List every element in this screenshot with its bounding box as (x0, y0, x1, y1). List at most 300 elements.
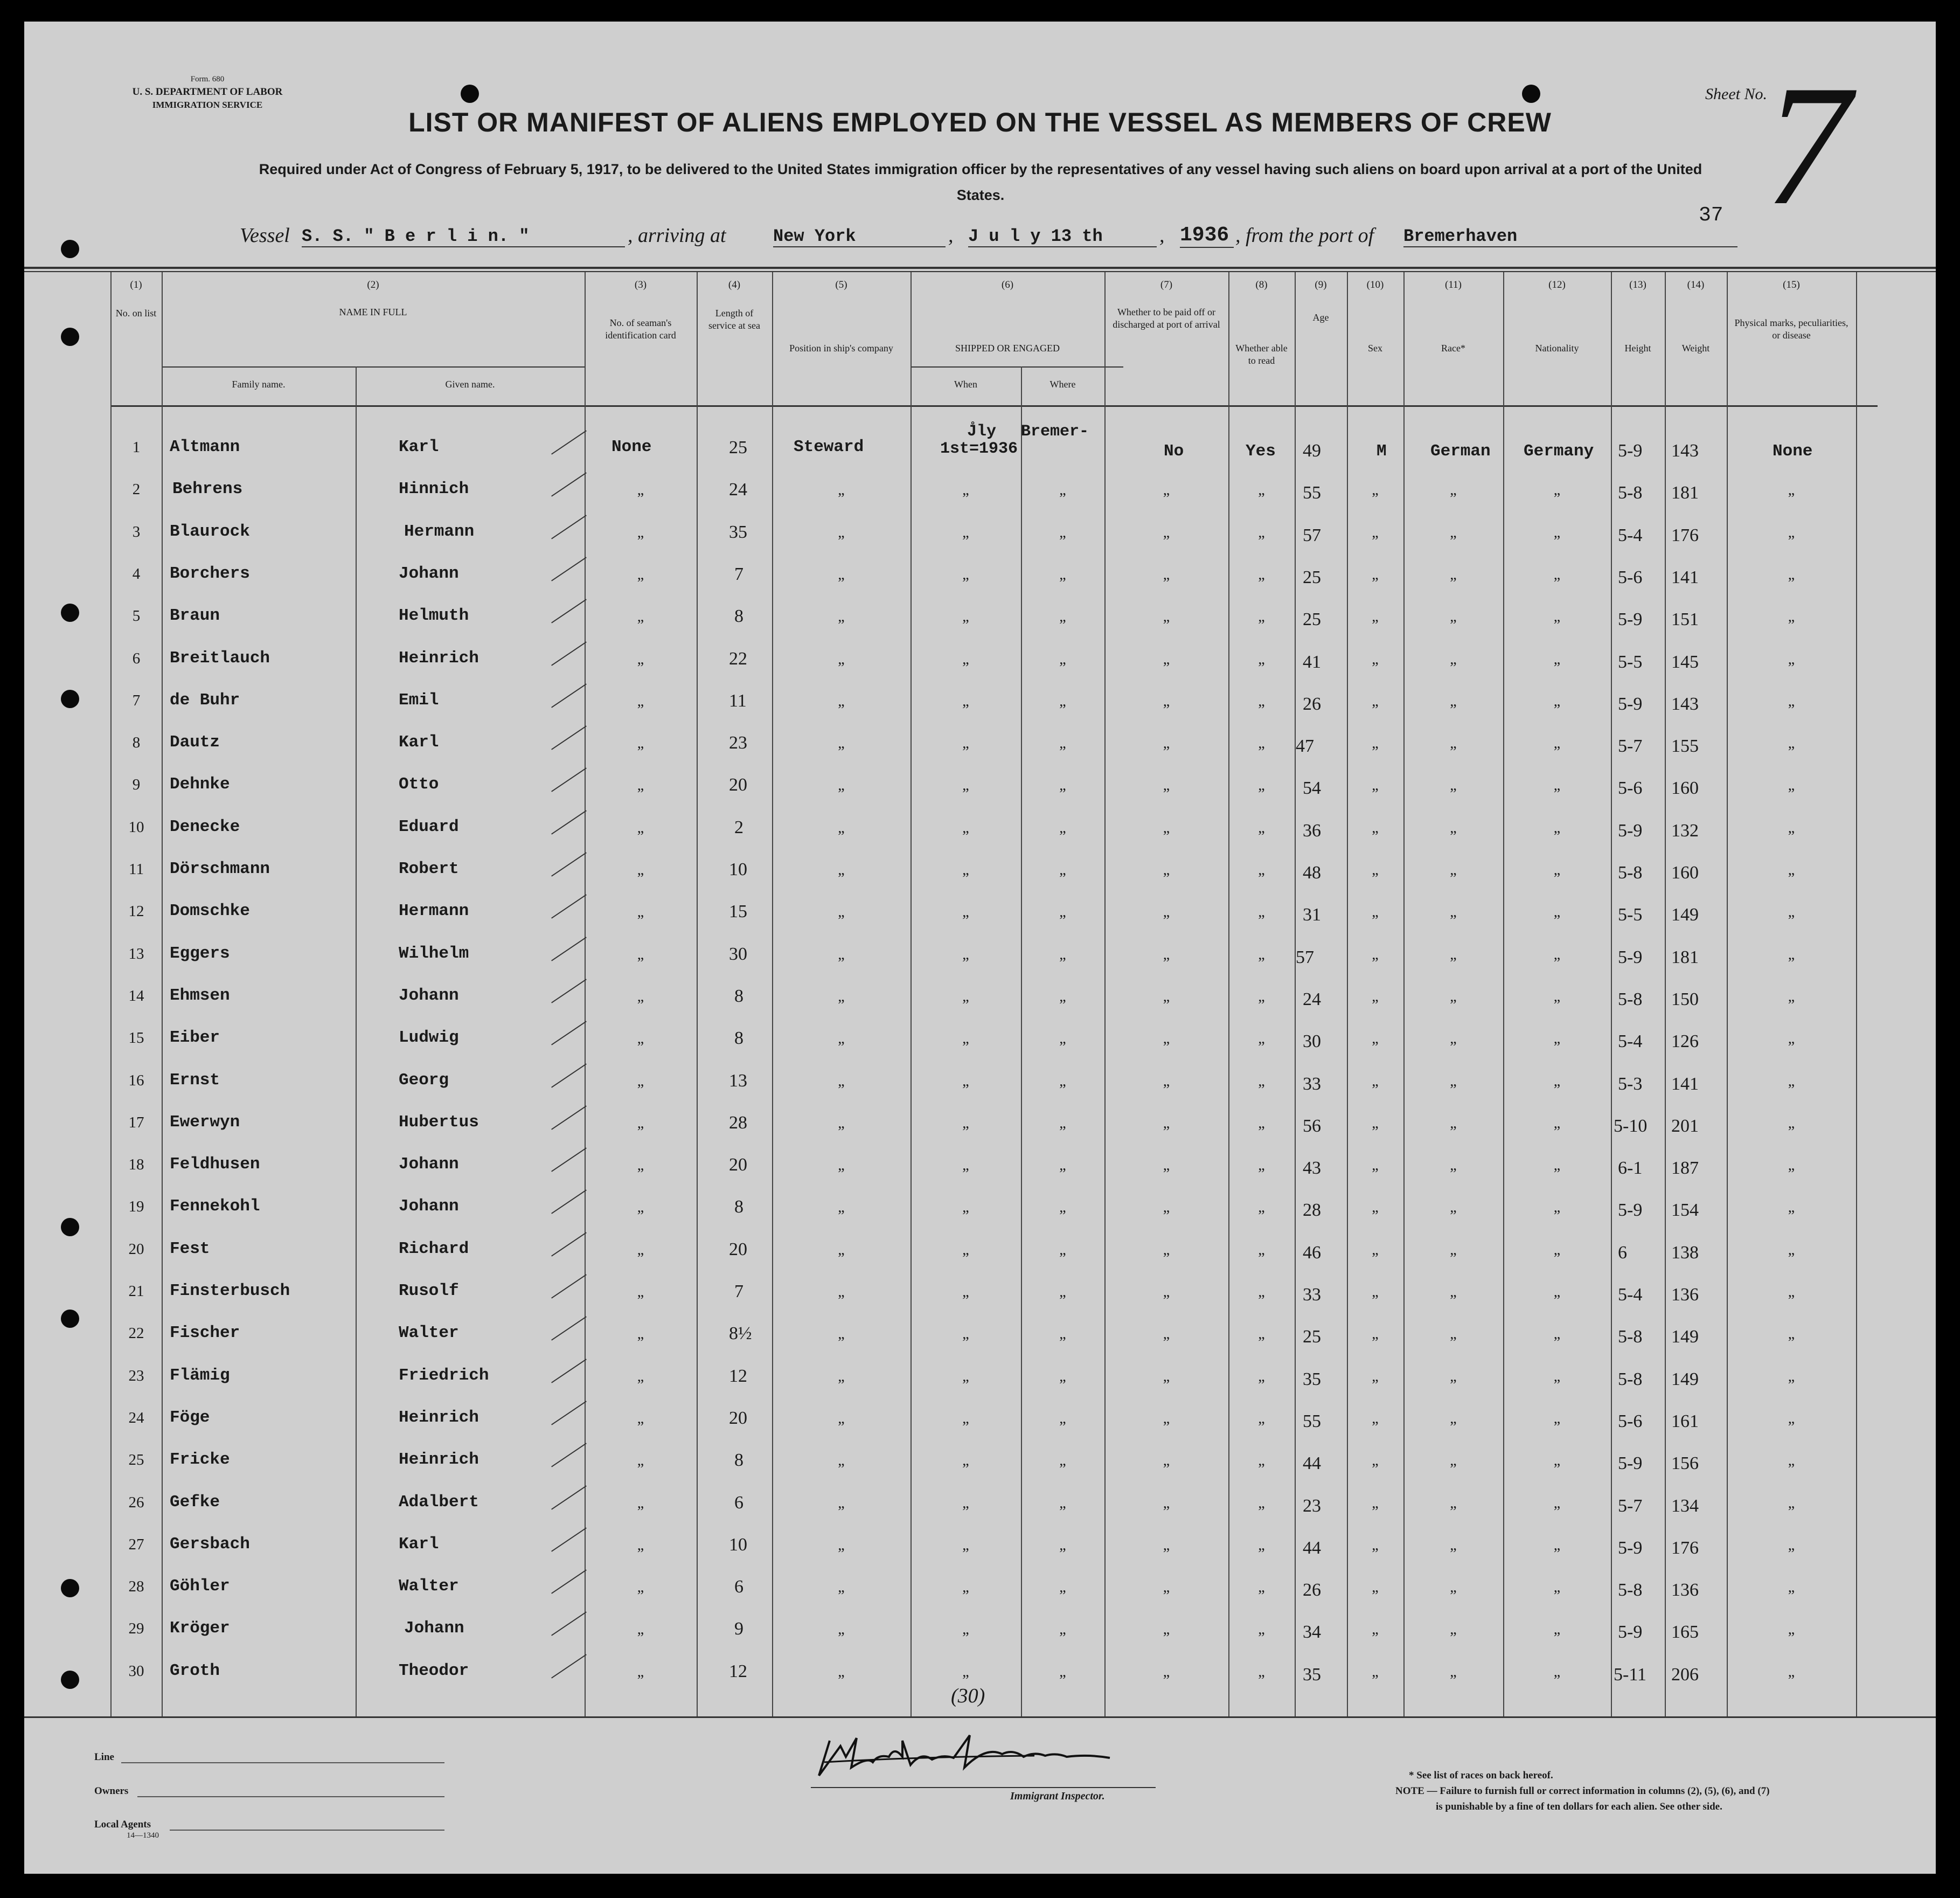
position-ditto: „ (838, 1621, 845, 1638)
row-number: 8 (132, 734, 141, 751)
row-number: 26 (128, 1494, 144, 1511)
nationality-ditto: „ (1553, 862, 1561, 878)
read-ditto: „ (1258, 1157, 1265, 1174)
punch-hole (61, 1310, 79, 1328)
race-ditto: „ (1450, 777, 1457, 794)
race-ditto: „ (1450, 1326, 1457, 1342)
paid-off-ditto: „ (1163, 988, 1170, 1005)
service-length: 9 (734, 1619, 743, 1639)
check-mark (551, 1359, 587, 1383)
sex-ditto: „ (1372, 862, 1379, 878)
family-name: Behrens (172, 480, 243, 498)
nationality-ditto: „ (1553, 1452, 1561, 1469)
row-number: 13 (128, 945, 144, 962)
age: 49 (1303, 441, 1321, 461)
row-number: 20 (128, 1241, 144, 1258)
where-ditto: „ (1059, 524, 1066, 541)
family-name: Ehmsen (170, 986, 230, 1005)
column-rule (697, 272, 698, 1716)
age: 33 (1303, 1074, 1321, 1094)
when-ditto: „ (962, 651, 969, 668)
family-name: Eggers (170, 944, 230, 963)
column-header: Race* (1441, 343, 1465, 354)
page-title: LIST OR MANIFEST OF ALIENS EMPLOYED ON THE VESSEL AS MEMBERS OF CREW (408, 107, 1552, 137)
service-length: 28 (729, 1113, 747, 1133)
where-ditto: „ (1059, 1495, 1066, 1512)
family-name: Feldhusen (170, 1155, 260, 1174)
given-name: Adalbert (399, 1493, 479, 1512)
column-header: Whether to be paid off or discharged at port of arrival (1113, 307, 1220, 330)
column-number: (8) (1255, 279, 1268, 290)
column-header: SHIPPED OR ENGAGED (955, 343, 1060, 354)
column-subheader: Family name. (232, 379, 286, 390)
nationality-ditto: „ (1553, 482, 1561, 498)
height: 5-6 (1618, 1411, 1643, 1431)
age: 43 (1303, 1158, 1321, 1178)
vessel-label: Vessel (240, 224, 290, 247)
service-length: 8 (734, 1450, 743, 1470)
sex-ditto: „ (1372, 1495, 1379, 1512)
column-number: (7) (1160, 279, 1173, 290)
sex-ditto: „ (1372, 693, 1379, 710)
race: German (1430, 442, 1491, 461)
row-number: 10 (128, 819, 144, 836)
column-header: Sex (1368, 343, 1382, 354)
paid-off-ditto: „ (1163, 1537, 1170, 1554)
height: 5-9 (1618, 1453, 1643, 1473)
position-ditto: „ (838, 1242, 845, 1258)
physical-marks-ditto: „ (1788, 1326, 1795, 1342)
paid-off-ditto: „ (1163, 1664, 1170, 1680)
port-of-label: , from the port of (1235, 224, 1374, 247)
check-mark (551, 894, 587, 918)
sheet-annotation: 37 (1699, 204, 1723, 227)
nationality-ditto: „ (1553, 820, 1561, 836)
given-name: Ludwig (399, 1028, 459, 1047)
punch-hole (1522, 85, 1540, 103)
weight: 145 (1671, 652, 1699, 672)
column-subheader: When (954, 379, 977, 390)
when-ditto: „ (962, 1410, 969, 1427)
paid-off-ditto: „ (1163, 566, 1170, 583)
weight: 156 (1671, 1453, 1699, 1473)
id-card-ditto: „ (637, 608, 644, 625)
check-mark (551, 1485, 587, 1509)
nationality-ditto: „ (1553, 1030, 1561, 1047)
punch-hole (61, 1218, 79, 1236)
id-card-ditto: „ (637, 1410, 644, 1427)
given-name: Johann (399, 1155, 459, 1174)
column-rule (1665, 272, 1666, 1716)
nationality-ditto: „ (1553, 524, 1561, 541)
service-length: 30 (729, 944, 747, 964)
family-name: Dehnke (170, 775, 230, 794)
height: 5-8 (1618, 863, 1643, 883)
sex-ditto: „ (1372, 608, 1379, 625)
when-ditto: „ (962, 1368, 969, 1385)
nationality-ditto: „ (1553, 1326, 1561, 1342)
column-header: NAME IN FULL (339, 307, 407, 317)
race-ditto: „ (1450, 1621, 1457, 1638)
sex-ditto: „ (1372, 777, 1379, 794)
nationality-ditto: „ (1553, 566, 1561, 583)
arrival-year: 1936 (1180, 224, 1234, 248)
height: 5-4 (1618, 525, 1643, 545)
service-length: 20 (729, 1408, 747, 1428)
nationality-ditto: „ (1553, 1368, 1561, 1385)
where-ditto: „ (1059, 566, 1066, 583)
check-mark (551, 641, 587, 666)
punch-hole (61, 690, 79, 708)
when-ditto: „ (962, 1242, 969, 1258)
weight: 143 (1671, 441, 1699, 461)
weight: 206 (1671, 1665, 1699, 1685)
physical-marks-ditto: „ (1788, 1621, 1795, 1638)
physical-marks-ditto: „ (1788, 524, 1795, 541)
paid-off-ditto: „ (1163, 820, 1170, 836)
physical-marks-ditto: „ (1788, 1284, 1795, 1300)
physical-marks-ditto: „ (1788, 777, 1795, 794)
shipped-when: J̊ly (967, 422, 997, 441)
read-ditto: „ (1258, 1326, 1265, 1342)
given-name: Rusolf (399, 1282, 459, 1300)
height: 5-5 (1618, 652, 1643, 672)
when-ditto: „ (962, 566, 969, 583)
position-ditto: „ (838, 1157, 845, 1174)
table-bottom-rule (24, 1716, 1936, 1718)
when-ditto: „ (962, 735, 969, 752)
given-name: Johann (399, 564, 459, 583)
read-ditto: „ (1258, 1073, 1265, 1090)
position-ditto: „ (838, 820, 845, 836)
id-card-ditto: „ (637, 1537, 644, 1554)
paid-off: No (1164, 442, 1184, 461)
row-number: 12 (128, 903, 144, 920)
read-ditto: „ (1258, 1495, 1265, 1512)
age: 34 (1303, 1622, 1321, 1642)
service-length: 2 (734, 818, 743, 837)
check-mark (551, 1527, 587, 1551)
given-name: Hinnich (399, 480, 469, 498)
position-ditto: „ (838, 988, 845, 1005)
race-ditto: „ (1450, 1242, 1457, 1258)
id-card-ditto: „ (637, 566, 644, 583)
where-ditto: „ (1059, 777, 1066, 794)
row-number: 28 (128, 1578, 144, 1595)
id-card-ditto: „ (637, 651, 644, 668)
given-name: Wilhelm (399, 944, 469, 963)
age: 31 (1303, 905, 1321, 925)
service-length: 8 (734, 986, 743, 1006)
position-ditto: „ (838, 1115, 845, 1132)
given-name: Hermann (399, 902, 469, 920)
given-name: Eduard (399, 818, 459, 836)
physical-marks-ditto: „ (1788, 1410, 1795, 1427)
height: 5-9 (1618, 1538, 1643, 1558)
service-length: 22 (729, 649, 747, 669)
race-ditto: „ (1450, 904, 1457, 920)
age: 41 (1303, 652, 1321, 672)
owners-label: Owners (94, 1785, 129, 1797)
paid-off-ditto: „ (1163, 1242, 1170, 1258)
family-name: de Buhr (170, 691, 240, 710)
family-name: Gersbach (170, 1535, 250, 1554)
id-card-ditto: „ (637, 1326, 644, 1342)
sex-ditto: „ (1372, 524, 1379, 541)
where-ditto: „ (1059, 1284, 1066, 1300)
family-name: Göhler (170, 1577, 230, 1596)
position-ditto: „ (838, 735, 845, 752)
nationality-ditto: „ (1553, 777, 1561, 794)
height: 5-8 (1618, 989, 1643, 1009)
family-name: Breitlauch (170, 649, 270, 668)
where-ditto: „ (1059, 482, 1066, 498)
service-length: 10 (729, 1535, 747, 1555)
height: 6 (1618, 1243, 1627, 1263)
paid-off-ditto: „ (1163, 693, 1170, 710)
arrival-port: New York (773, 226, 946, 247)
check-mark (551, 1443, 587, 1467)
position-ditto: „ (838, 608, 845, 625)
column-header: Physical marks, peculiarities, or disease (1734, 317, 1848, 341)
check-mark (551, 1105, 587, 1130)
physical-marks-ditto: „ (1788, 1073, 1795, 1090)
row-number: 11 (129, 861, 144, 878)
service-length: 13 (729, 1071, 747, 1091)
punch-hole (61, 240, 79, 258)
position-ditto: „ (838, 1452, 845, 1469)
race-ditto: „ (1450, 524, 1457, 541)
row-number: 5 (132, 607, 141, 625)
paid-off-ditto: „ (1163, 1284, 1170, 1300)
where-ditto: „ (1059, 1410, 1066, 1427)
sex-ditto: „ (1372, 1199, 1379, 1216)
physical-marks-ditto: „ (1788, 820, 1795, 836)
check-mark (551, 1021, 587, 1045)
row-number: 16 (128, 1072, 144, 1089)
inspector-signature (808, 1724, 1153, 1784)
id-card-ditto: „ (637, 1157, 644, 1174)
physical-marks-ditto: „ (1788, 566, 1795, 583)
height: 5-3 (1618, 1074, 1643, 1094)
weight: 141 (1671, 1074, 1699, 1094)
service: IMMIGRATION SERVICE (152, 100, 263, 110)
weight: 160 (1671, 863, 1699, 883)
physical-marks-ditto: „ (1788, 608, 1795, 625)
position-ditto: „ (838, 1410, 845, 1427)
physical-marks-ditto: „ (1788, 1368, 1795, 1385)
nationality-ditto: „ (1553, 988, 1561, 1005)
sex-ditto: „ (1372, 1621, 1379, 1638)
family-name: Gefke (170, 1493, 220, 1512)
id-card-ditto: „ (637, 1115, 644, 1132)
check-mark (551, 1316, 587, 1340)
punch-hole (61, 604, 79, 622)
physical-marks-ditto: „ (1788, 1452, 1795, 1469)
where-ditto: „ (1059, 1115, 1066, 1132)
id-card-ditto: „ (637, 693, 644, 710)
read-ditto: „ (1258, 1284, 1265, 1300)
service-length: 6 (734, 1577, 743, 1597)
paid-off-ditto: „ (1163, 1115, 1170, 1132)
physical-marks-ditto: „ (1788, 1157, 1795, 1174)
service-length: 23 (729, 733, 747, 753)
check-mark (551, 725, 587, 750)
weight: 160 (1671, 778, 1699, 798)
weight: 134 (1671, 1496, 1699, 1516)
when-ditto: „ (962, 693, 969, 710)
position-ditto: „ (838, 524, 845, 541)
row-number: 22 (128, 1325, 144, 1342)
weight: 132 (1671, 821, 1699, 841)
when-ditto: „ (962, 608, 969, 625)
id-card-ditto: „ (637, 777, 644, 794)
service-length: 8 (734, 1028, 743, 1048)
race-ditto: „ (1450, 1199, 1457, 1216)
race-ditto: „ (1450, 1579, 1457, 1596)
weight: 143 (1671, 694, 1699, 714)
given-name: Georg (399, 1071, 449, 1090)
nationality-ditto: „ (1553, 693, 1561, 710)
given-name: Theodor (399, 1661, 469, 1680)
position-ditto: „ (838, 777, 845, 794)
nationality-ditto: „ (1553, 1073, 1561, 1090)
paid-off-ditto: „ (1163, 1368, 1170, 1385)
where-ditto: „ (1059, 1157, 1066, 1174)
height: 5-8 (1618, 483, 1643, 503)
physical-marks-ditto: „ (1788, 1115, 1795, 1132)
form-code: 14—1340 (127, 1831, 159, 1840)
id-card-ditto: „ (637, 1073, 644, 1090)
nationality-ditto: „ (1553, 651, 1561, 668)
where-ditto: „ (1059, 693, 1066, 710)
sex-ditto: „ (1372, 1242, 1379, 1258)
read-ditto: „ (1258, 904, 1265, 920)
service-length: 8 (734, 606, 743, 626)
height: 5-9 (1618, 1622, 1643, 1642)
family-name: Fest (170, 1239, 210, 1258)
check-mark (551, 1274, 587, 1298)
sex-ditto: „ (1372, 1537, 1379, 1554)
row-number: 3 (132, 523, 141, 541)
sex-ditto: „ (1372, 1452, 1379, 1469)
service-length: 12 (729, 1366, 747, 1386)
service-length: 12 (729, 1661, 747, 1681)
given-name: Friedrich (399, 1366, 489, 1385)
physical-marks-ditto: „ (1788, 1537, 1795, 1554)
id-card-ditto: „ (637, 1621, 644, 1638)
where-ditto: „ (1059, 1537, 1066, 1554)
position-ditto: „ (838, 566, 845, 583)
position-ditto: „ (838, 482, 845, 498)
line-field (121, 1762, 444, 1763)
row-number: 21 (128, 1283, 144, 1300)
family-name: Fricke (170, 1450, 230, 1469)
nationality-ditto: „ (1553, 1199, 1561, 1216)
row-number: 27 (128, 1536, 144, 1553)
given-name: Walter (399, 1577, 459, 1596)
when-ditto: „ (962, 777, 969, 794)
position-ditto: „ (838, 1664, 845, 1680)
race-ditto: „ (1450, 1368, 1457, 1385)
row-number: 4 (132, 565, 141, 583)
column-rule (1295, 272, 1296, 1716)
family-name: Kröger (170, 1619, 230, 1638)
height: 5-9 (1618, 821, 1643, 841)
departure-port: Bremerhaven (1403, 226, 1737, 247)
id-card-ditto: „ (637, 1495, 644, 1512)
weight: 136 (1671, 1580, 1699, 1600)
weight: 150 (1671, 989, 1699, 1009)
where-ditto: „ (1059, 1452, 1066, 1469)
nationality-ditto: „ (1553, 1621, 1561, 1638)
punch-hole (61, 1671, 79, 1689)
vessel-name: S. S. " B e r l i n. " (302, 226, 625, 247)
sex-ditto: „ (1372, 651, 1379, 668)
age: 57 (1296, 947, 1314, 967)
race-ditto: „ (1450, 735, 1457, 752)
race-ditto: „ (1450, 1537, 1457, 1554)
age: 54 (1303, 778, 1321, 798)
check-mark (551, 472, 587, 496)
form-number: Form. 680 (190, 75, 225, 84)
race-ditto: „ (1450, 1157, 1457, 1174)
age: 26 (1303, 1580, 1321, 1600)
paid-off-ditto: „ (1163, 1579, 1170, 1596)
age: 28 (1303, 1200, 1321, 1220)
page-subtitle: Required under Act of Congress of February 5, 1917, to be delivered to the United States immigration officer by the representatives of any vessel having such aliens on board upon arrival at a port of the United States. (259, 161, 1702, 203)
table-top-rule (24, 271, 1936, 272)
age: 44 (1303, 1538, 1321, 1558)
read-ditto: „ (1258, 1579, 1265, 1596)
service-length: 10 (729, 860, 747, 879)
column-rule (356, 366, 357, 1716)
read-ditto: „ (1258, 946, 1265, 963)
weight: 176 (1671, 1538, 1699, 1558)
when-ditto: „ (962, 1579, 969, 1596)
age: 25 (1303, 567, 1321, 587)
paid-off-ditto: „ (1163, 1326, 1170, 1342)
service-length: 20 (729, 775, 747, 795)
nationality-ditto: „ (1553, 608, 1561, 625)
column-number: (1) (130, 279, 142, 290)
footer-notes (1395, 1768, 1880, 1814)
physical-marks-ditto: „ (1788, 693, 1795, 710)
nationality-ditto: „ (1553, 1664, 1561, 1680)
id-card-ditto: „ (637, 1368, 644, 1385)
check-mark (551, 979, 587, 1003)
owners-field (137, 1796, 444, 1797)
age: 36 (1303, 821, 1321, 841)
when-ditto: „ (962, 1073, 969, 1090)
read-ditto: „ (1258, 524, 1265, 541)
given-name: Karl (399, 438, 439, 456)
punch-hole (61, 328, 79, 346)
height: 5-7 (1618, 1496, 1643, 1516)
service-length: 25 (729, 438, 747, 458)
paid-off-ditto: „ (1163, 1495, 1170, 1512)
read-ditto: „ (1258, 693, 1265, 710)
nationality-ditto: „ (1553, 1579, 1561, 1596)
row-number: 9 (132, 776, 141, 793)
position-ditto: „ (838, 1579, 845, 1596)
weight: 155 (1671, 736, 1699, 756)
check-mark (551, 1611, 587, 1636)
race-ditto: „ (1450, 1030, 1457, 1047)
height: 5-9 (1618, 441, 1643, 461)
family-name: Fischer (170, 1324, 240, 1342)
nationality-ditto: „ (1553, 1284, 1561, 1300)
